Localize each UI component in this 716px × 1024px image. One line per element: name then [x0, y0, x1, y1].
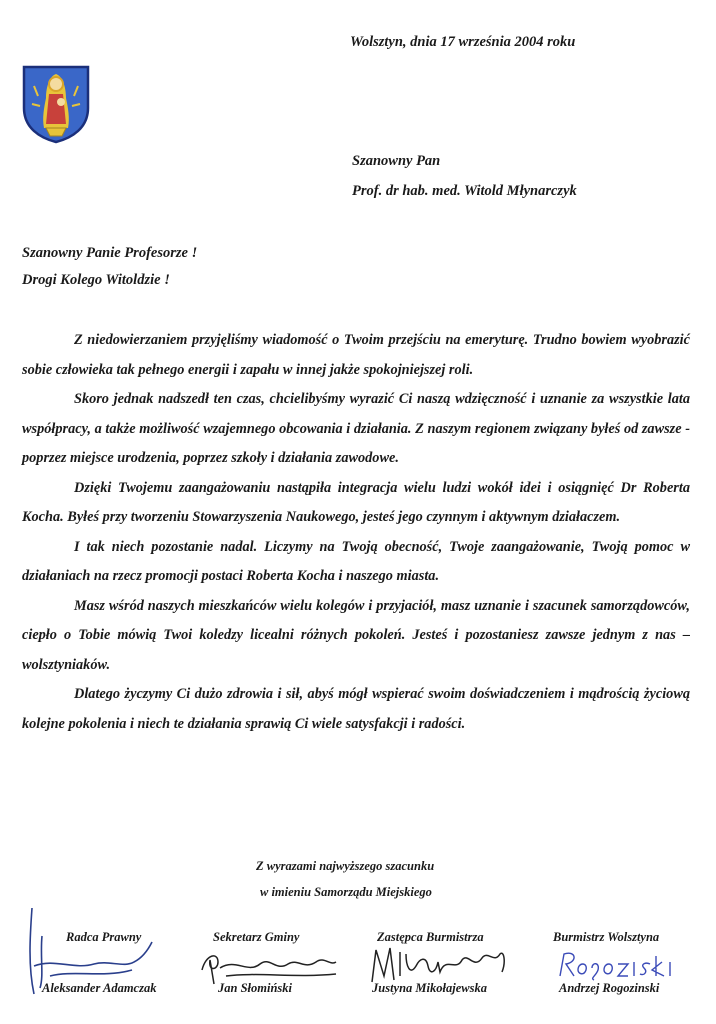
- letter-body: [22, 326, 690, 739]
- signature-1-image: [14, 906, 164, 996]
- salutation-line-2: Drogi Kolego Witoldzie !: [22, 272, 170, 288]
- coat-of-arms-icon: [20, 64, 92, 144]
- signatory-4-name: Andrzej Rogozinski: [559, 981, 660, 995]
- signatory-3-title: Zastępca Burmistrza: [377, 930, 484, 944]
- signatory-2-title: Sekretarz Gminy: [213, 930, 300, 944]
- body-paragraph: Skoro jednak nadszedł ten czas, chcielibyśmy wyrazić Ci naszą wdzięczność i uznanie za wszystkie lata współpracy, a także możliwość wzajemnego obcowania i działania. Z naszym regionem związany byłeś od zawsze - poprzez miejsce urodzenia, poprzez szkoły i działania zawodowe.: [22, 391, 690, 466]
- place-date: Wolsztyn, dnia 17 września 2004 roku: [350, 34, 576, 50]
- body-paragraph: Dlatego życzymy Ci dużo zdrowia i sił, abyś mógł wspierać swoim doświadczeniem i mądrością życiową kolejne pokolenia i niech te działania sprawią Ci wiele satysfakcji i radości.: [22, 686, 690, 732]
- recipient-line-1: Szanowny Pan: [352, 153, 441, 169]
- signatory-4-title: Burmistrz Wolsztyna: [553, 930, 660, 944]
- signatory-3-name: Justyna Mikołajewska: [372, 981, 487, 995]
- signatory-1-name: Aleksander Adamczak: [42, 981, 157, 995]
- body-paragraph: Masz wśród naszych mieszkańców wielu kolegów i przyjaciół, masz uznanie i szacunek samorządowców, ciepło o Tobie mówią Twoi koledzy licealni różnych pokoleń. Jesteś i pozostaniesz zawsze jednym z nas – wolsztyniaków.: [22, 597, 690, 673]
- signature-4-image: [556, 948, 676, 982]
- body-paragraph: I tak niech pozostanie nadal. Liczymy na Twoją obecność, Twoje zaangażowanie, Twoją pomoc w działaniach na rzecz promocji postaci Roberta Kocha i naszego miasta.: [22, 538, 690, 584]
- signature-2-image: [196, 944, 346, 988]
- body-paragraph: Dzięki Twojemu zaangażowaniu nastąpiła integracja wielu ludzi wokół idei i osiągnięć Dr Roberta Kocha. Byłeś przy tworzeniu Stowarzyszenia Naukowego, jesteś jego czynnym i aktywnym działaczem.: [22, 479, 690, 525]
- salutation-line-1: Szanowny Panie Profesorze !: [22, 245, 198, 261]
- closing-formula: [256, 853, 434, 905]
- signatory-1-title: Radca Prawny: [66, 930, 142, 944]
- signature-3-image: [366, 942, 512, 988]
- closing-line-2: w imieniu Samorządu Miejskiego: [260, 885, 432, 899]
- signatory-2-name: Jan Słomiński: [218, 981, 292, 995]
- closing-line-1: Z wyrazami najwyższego szacunku: [256, 859, 435, 873]
- recipient-line-2: Prof. dr hab. med. Witold Młynarczyk: [352, 183, 577, 199]
- body-paragraph: Z niedowierzaniem przyjęliśmy wiadomość o Twoim przejściu na emeryturę. Trudno bowiem wyobrazić sobie człowieka tak pełnego energii i zapału w innej jakże spokojniejszej roli.: [22, 332, 690, 378]
